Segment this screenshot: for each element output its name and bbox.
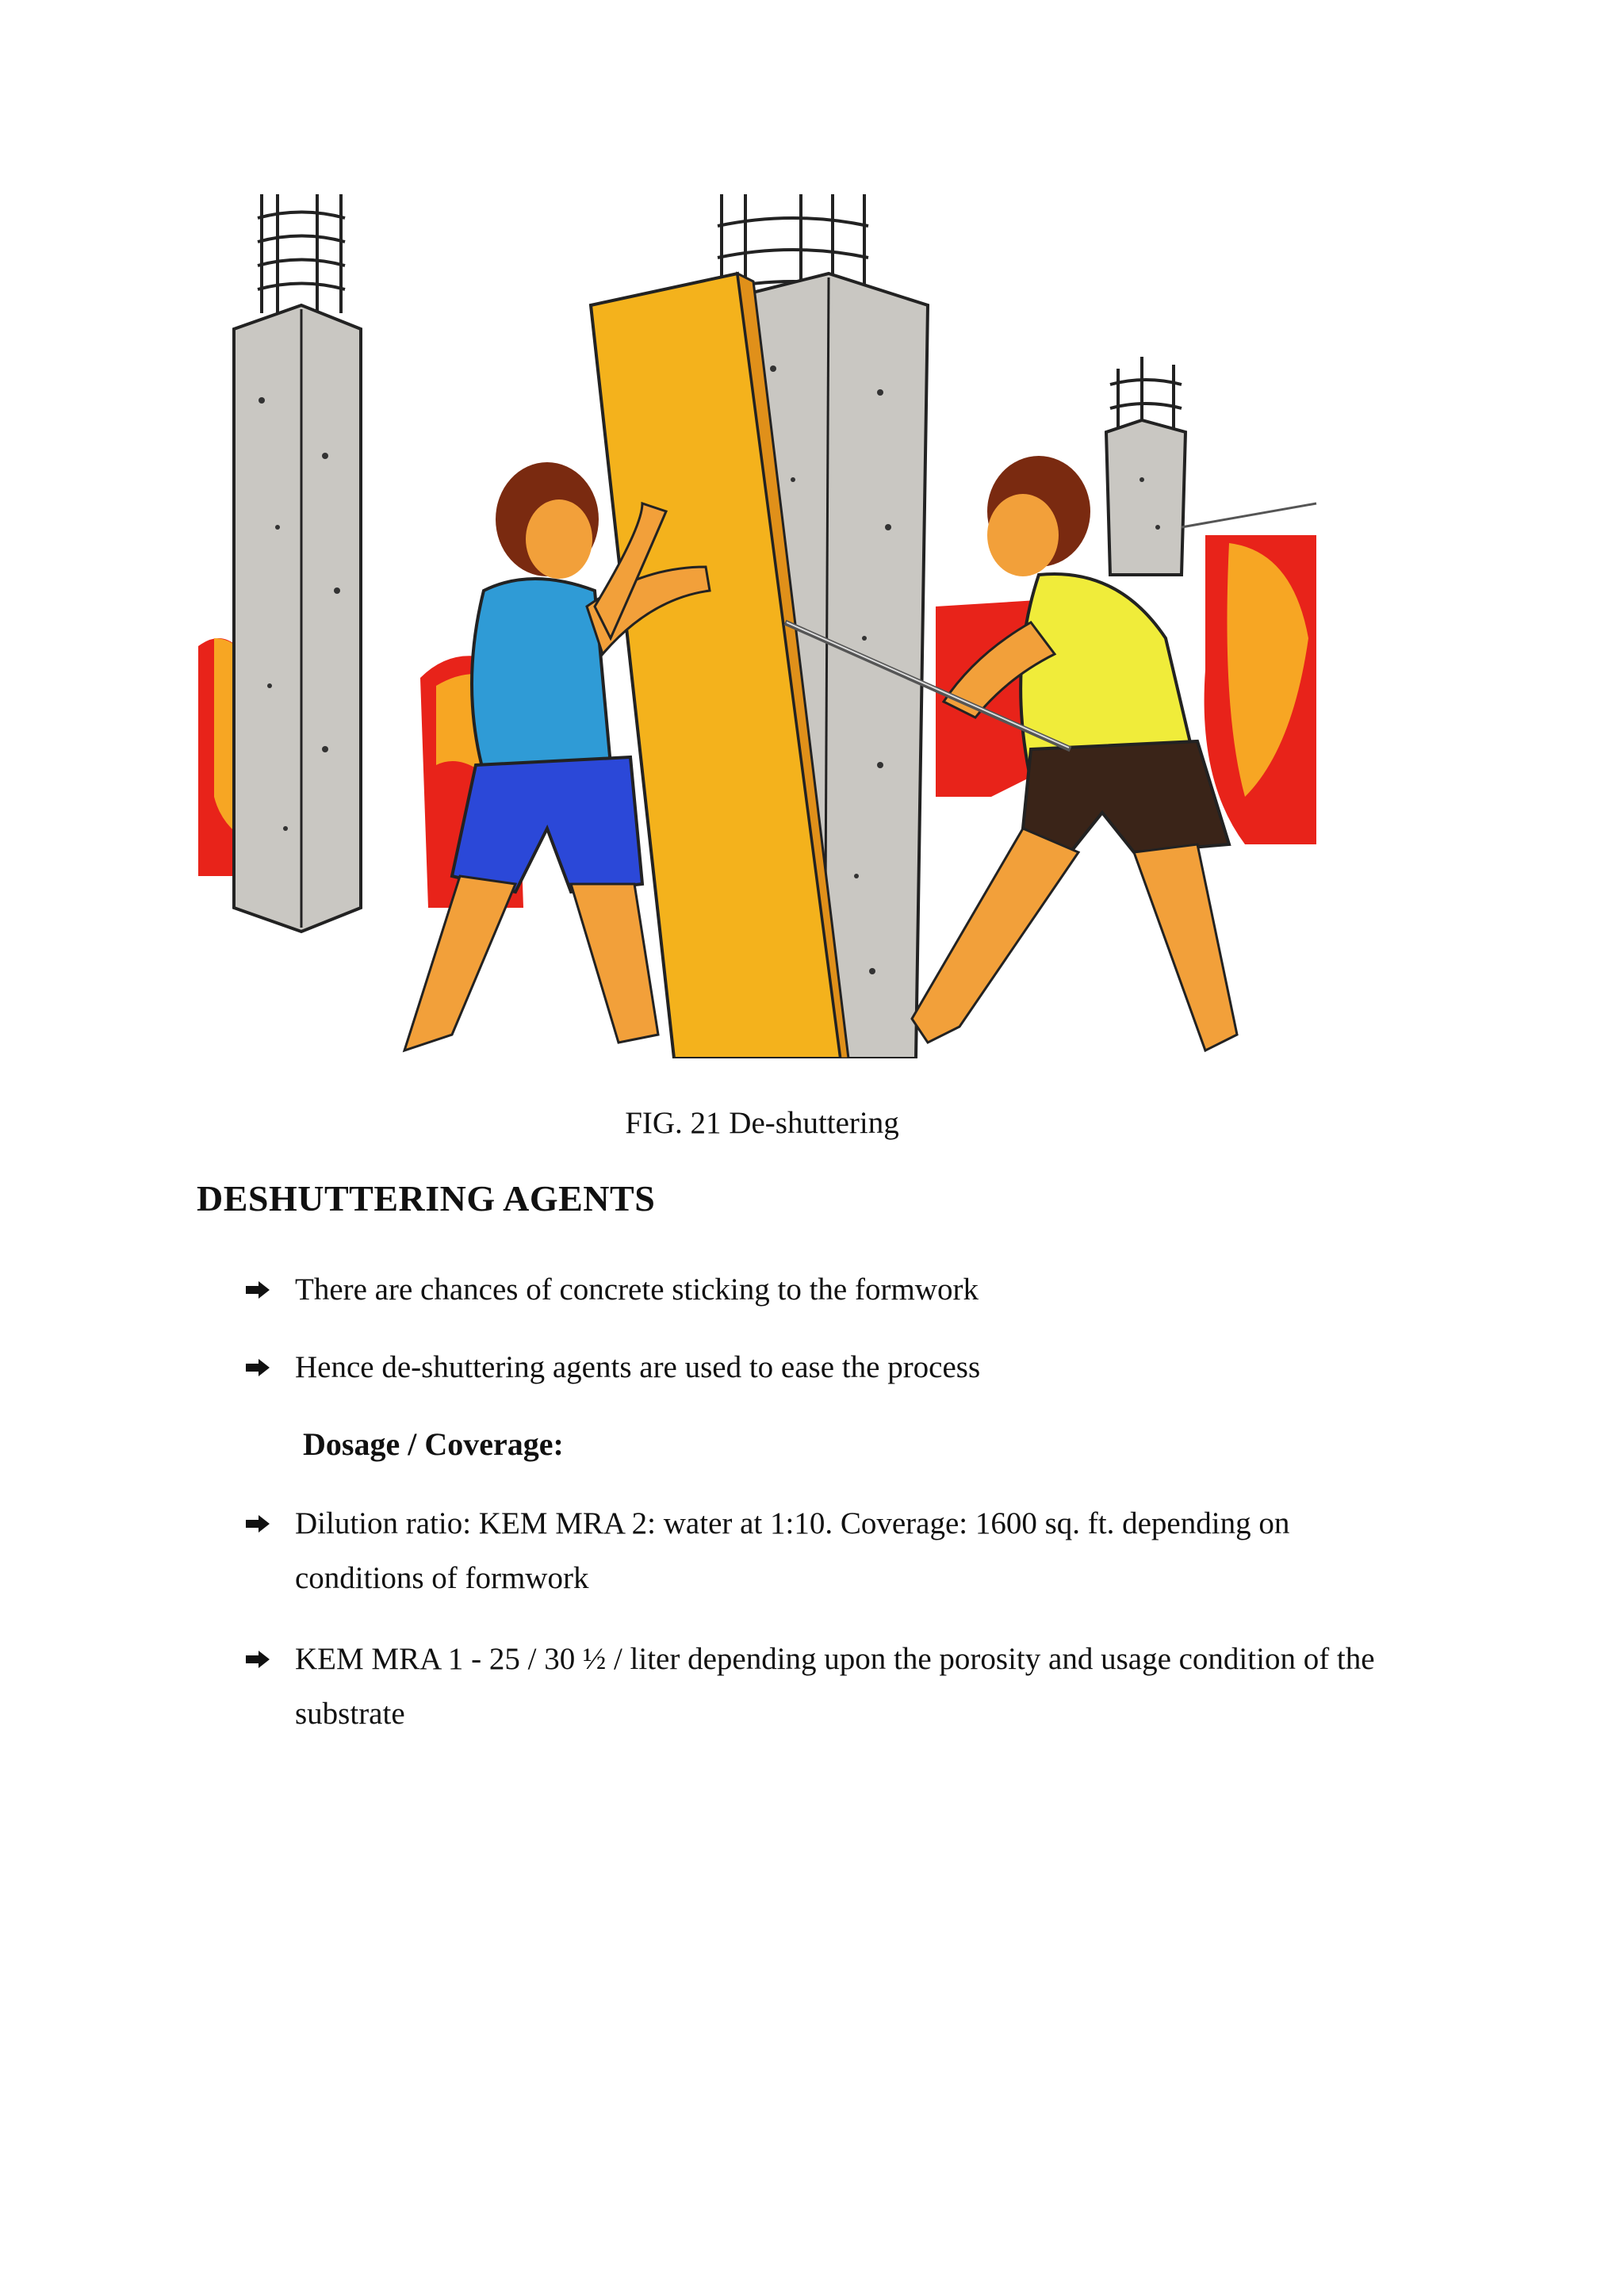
- dosage-subheading: Dosage / Coverage:: [303, 1426, 564, 1462]
- bullet-item: [246, 1632, 1419, 1741]
- deshuttering-illustration: [198, 194, 1321, 1058]
- arrow-bullet-icon: [246, 1651, 270, 1668]
- bullet-text: There are chances of concrete sticking to the formwork: [295, 1272, 979, 1307]
- figure-caption: FIG. 21 De-shuttering: [625, 1106, 899, 1140]
- bullet-item: [246, 1496, 1419, 1605]
- arrow-bullet-icon: [246, 1281, 270, 1299]
- deshuttering-figure: [198, 194, 1321, 1058]
- bullet-item: [246, 1340, 1419, 1395]
- bullet-item: [246, 1262, 1419, 1317]
- arrow-bullet-icon: [246, 1515, 270, 1533]
- bullet-text: Dilution ratio: KEM MRA 2: water at 1:10. Coverage: 1600 sq. ft. depending on conditions of formwork: [295, 1506, 1290, 1595]
- arrow-bullet-icon: [246, 1359, 270, 1376]
- bullet-text: Hence de-shuttering agents are used to ease the process: [295, 1350, 981, 1384]
- section-heading: DESHUTTERING AGENTS: [197, 1178, 656, 1219]
- bullet-text: KEM MRA 1 - 25 / 30 ½ / liter depending upon the porosity and usage condition of the substrate: [295, 1642, 1375, 1731]
